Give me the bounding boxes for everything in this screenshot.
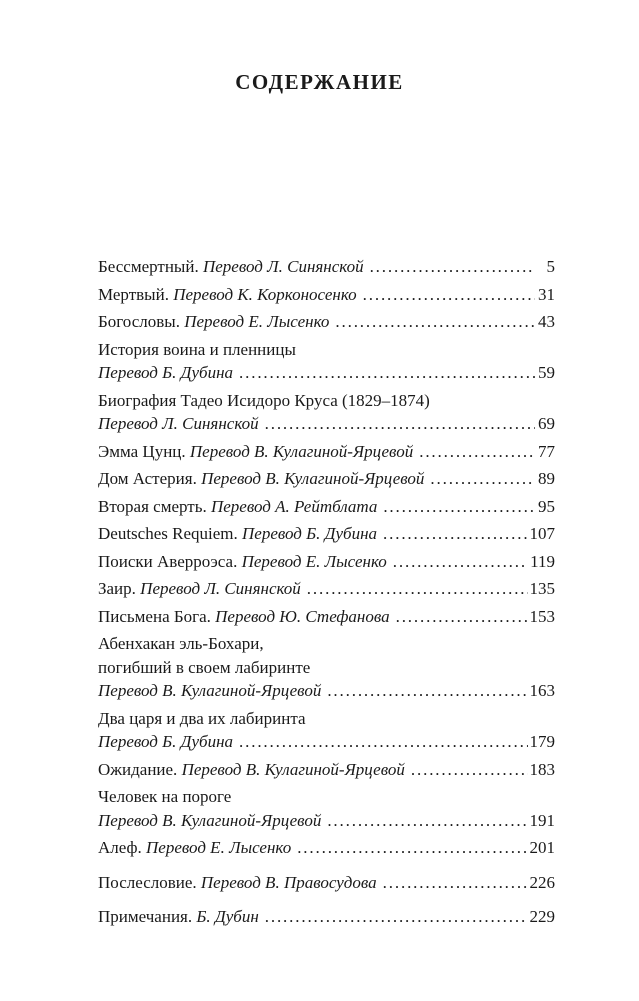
entry-title: Вторая смерть. [98, 496, 207, 516]
dot-leader [335, 310, 535, 334]
toc-entry-poiski-averroesa [98, 550, 555, 574]
entry-title: Примечания. [98, 907, 193, 926]
entry-title: Два царя и два их лабиринта [98, 708, 306, 728]
table-of-contents [98, 255, 555, 933]
entry-title: Послесловие. [98, 872, 197, 892]
entry-translator: Перевод В. Кулагиной-Ярцевой [189, 441, 414, 461]
dot-leader [239, 730, 527, 754]
dot-leader [363, 283, 535, 307]
entry-translator: Перевод Е. Лысенко [241, 551, 387, 571]
toc-entry-alef [98, 836, 555, 860]
entry-translator: Б. Дубин [196, 907, 259, 926]
page-title: СОДЕРЖАНИЕ [235, 70, 404, 94]
dot-leader [383, 522, 527, 546]
entry-title: Алеф. [98, 838, 142, 857]
entry-page-number: 69 [538, 414, 555, 433]
dot-leader [393, 550, 528, 574]
entry-translator: Перевод Е. Лысенко [146, 838, 292, 857]
entry-title: Биография Тадео Исидоро Круса (1829–1874) [98, 390, 430, 410]
entry-page-number: 107 [529, 524, 555, 543]
entry-translator: Перевод Б. Дубина [98, 363, 234, 382]
entry-page-number: 89 [538, 469, 555, 488]
entry-translator: Перевод Ю. Стефанова [215, 606, 390, 626]
toc-entry-biografiya [98, 389, 555, 436]
dot-leader [327, 679, 527, 703]
toc-entry-primechaniya [98, 905, 555, 929]
entry-title: Богословы. [98, 312, 180, 331]
toc-entry-abenhakan [98, 632, 555, 703]
entry-translator: Перевод А. Рейтблата [210, 496, 378, 516]
entry-translator: Перевод Е. Лысенко [184, 312, 330, 331]
entry-translator: Перевод В. Кулагиной-Ярцевой [181, 759, 405, 779]
entry-page-number: 5 [546, 257, 555, 276]
entry-title-continuation: погибший в своем лабиринте [98, 657, 311, 677]
entry-page-number: 153 [529, 606, 555, 626]
entry-translator: Перевод В. Кулагиной-Ярцевой [98, 810, 322, 830]
entry-title: Эмма Цунц. [98, 441, 186, 461]
entry-page-number: 59 [538, 363, 555, 382]
entry-translator: Перевод Л. Синянской [140, 579, 301, 598]
dot-leader [327, 809, 527, 833]
entry-translator: Перевод В. Кулагиной-Ярцевой [98, 681, 322, 700]
dot-leader [265, 412, 535, 436]
toc-entry-vtoraya-smert [98, 495, 555, 519]
toc-entry-mertvy [98, 283, 555, 307]
dot-leader [411, 758, 528, 782]
entry-translator: Перевод Б. Дубина [242, 524, 378, 543]
toc-entry-bessmertny [98, 255, 555, 279]
dot-leader [419, 440, 535, 464]
entry-translator: Перевод Л. Синянской [98, 414, 259, 433]
toc-entry-deutsches-requiem [98, 522, 555, 546]
entry-page-number: 95 [538, 496, 555, 516]
entry-title: Письмена Бога. [98, 606, 211, 626]
dot-leader [383, 495, 535, 519]
entry-page-number: 119 [530, 551, 555, 571]
toc-entry-dva-tsarya [98, 707, 555, 754]
entry-page-number: 183 [529, 759, 555, 779]
entry-page-number: 179 [529, 732, 555, 751]
entry-translator: Перевод В. Правосудова [200, 872, 377, 892]
entry-page-number: 77 [538, 441, 555, 461]
toc-entry-emma-tsunts [98, 440, 555, 464]
entry-title: Человек на пороге [98, 787, 232, 806]
dot-leader [239, 361, 535, 385]
dot-leader [370, 255, 535, 279]
entry-page-number: 135 [529, 579, 555, 598]
entry-page-number: 191 [529, 810, 555, 830]
entry-title: Ожидание. [98, 759, 178, 779]
dot-leader [430, 467, 535, 491]
dot-leader [265, 905, 528, 929]
toc-entry-zair [98, 577, 555, 601]
entry-translator: Перевод Л. Синянской [202, 257, 364, 276]
entry-translator: Перевод В. Кулагиной-Ярцевой [201, 469, 425, 488]
toc-entry-chelovek-na-poroge [98, 785, 555, 832]
dot-leader [297, 836, 527, 860]
toc-entry-dom-asteriya [98, 467, 555, 491]
entry-title: История воина и пленницы [98, 339, 296, 359]
toc-entry-ozhidanie [98, 758, 555, 782]
entry-title: Бессмертный. [98, 257, 199, 276]
entry-page-number: 201 [529, 838, 555, 857]
entry-title: Deutsches Requiem. [98, 524, 238, 543]
entry-page-number: 31 [538, 284, 555, 304]
entry-title: Дом Астерия. [98, 469, 197, 488]
entry-translator: Перевод Б. Дубина [98, 732, 234, 751]
toc-entry-bogoslovy [98, 310, 555, 334]
dot-leader [396, 605, 528, 629]
toc-entry-pismena-boga [98, 605, 555, 629]
entry-translator: Перевод К. Корконосенко [173, 284, 357, 304]
toc-entry-istoriya-voina [98, 338, 555, 385]
entry-title: Поиски Аверроэса. [98, 551, 238, 571]
toc-entry-posleslovie [98, 871, 555, 895]
entry-page-number: 226 [529, 872, 555, 892]
dot-leader [307, 577, 528, 601]
entry-title: Мертвый. [98, 284, 169, 304]
entry-title: Заир. [98, 579, 136, 598]
entry-title: Абенхакан эль-Бохари, [98, 634, 264, 653]
entry-page-number: 163 [529, 681, 555, 700]
dot-leader [383, 871, 528, 895]
entry-page-number: 43 [538, 312, 555, 331]
entry-page-number: 229 [529, 907, 555, 926]
